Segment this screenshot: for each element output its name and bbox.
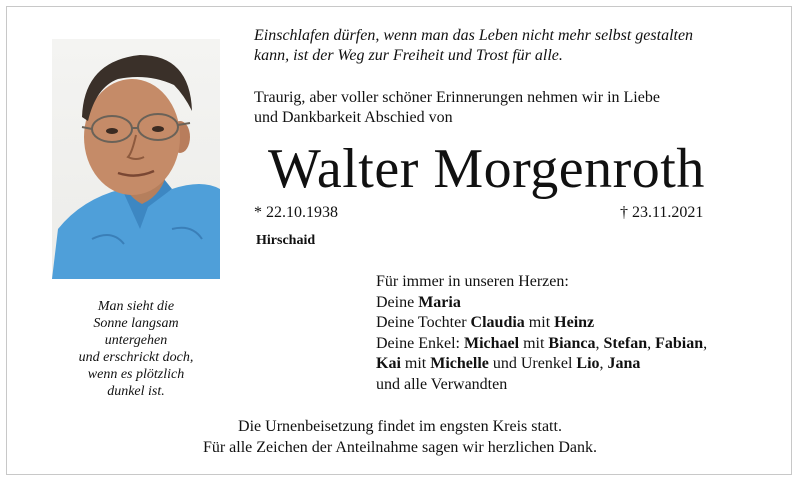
quote-line: Einschlafen dürfen, wenn man das Leben nicht mehr selbst gestalten: [254, 27, 694, 44]
family-member-name: Heinz: [554, 314, 595, 331]
closing-line: Für alle Zeichen der Anteilnahme sagen wir herzlichen Dank.: [202, 439, 598, 456]
family-member-name: Claudia: [470, 314, 525, 331]
poem-line: untergehen: [104, 333, 168, 348]
deceased-name: Walter Morgenroth: [268, 138, 705, 200]
closing-text: [0, 416, 800, 458]
family-text: mit: [404, 355, 427, 372]
birth-symbol: *: [254, 204, 262, 221]
family-line: und alle Verwandten: [376, 375, 508, 393]
family-member-name: Bianca: [548, 334, 596, 352]
family-text: mit: [523, 334, 545, 352]
poem-line: und erschrickt doch,: [78, 350, 194, 365]
intro-line: Traurig, aber voller schöner Erinnerungen nehmen wir in Liebe: [254, 89, 660, 106]
poem-line: dunkel ist.: [107, 384, 165, 399]
family-heading: Für immer in unseren Herzen:: [376, 273, 569, 290]
birth-date: [254, 204, 338, 222]
intro-text: [254, 88, 774, 128]
family-line: Kai mit Michelle und Urenkel Lio, Jana: [376, 355, 641, 372]
family-line: Deine Enkel: Michael mit Bianca, Stefan, Fabian,: [376, 334, 708, 352]
closing-line: Die Urnenbeisetzung findet im engsten Kreis statt.: [238, 418, 562, 435]
family-member-name: Kai: [376, 355, 401, 372]
family-member-name: Michael: [463, 334, 520, 352]
family-text: und Urenkel: [492, 355, 573, 372]
family-text: mit: [528, 314, 551, 331]
death-symbol: †: [620, 204, 628, 221]
death-date: [620, 204, 703, 222]
poem-line: wenn es plötzlich: [87, 367, 185, 382]
side-poem: [52, 298, 220, 400]
family-list: [376, 272, 776, 395]
quote-line: kann, ist der Weg zur Freiheit und Trost für alle.: [254, 47, 563, 64]
residence-place: Hirschaid: [256, 233, 316, 248]
family-member-name: Maria: [418, 293, 461, 311]
family-text: Deine Tochter: [376, 314, 467, 331]
family-member-name: Jana: [607, 355, 641, 372]
family-member-name: Stefan: [603, 334, 648, 352]
poem-line: Sonne langsam: [93, 316, 179, 331]
intro-line: und Dankbarkeit Abschied von: [254, 109, 453, 126]
opening-quote: [254, 26, 774, 66]
family-member-name: Lio: [576, 355, 600, 372]
family-text: Deine Enkel:: [376, 334, 460, 352]
family-line: [376, 313, 776, 334]
family-line: [376, 293, 776, 314]
birth-date-value: 22.10.1938: [266, 204, 338, 221]
poem-line: Man sieht die: [97, 299, 175, 314]
family-member-name: Michelle: [430, 355, 489, 372]
family-member-name: Fabian: [655, 334, 704, 352]
family-text: Deine: [376, 293, 415, 311]
death-date-value: 23.11.2021: [632, 204, 704, 221]
portrait-photo: [52, 39, 220, 279]
